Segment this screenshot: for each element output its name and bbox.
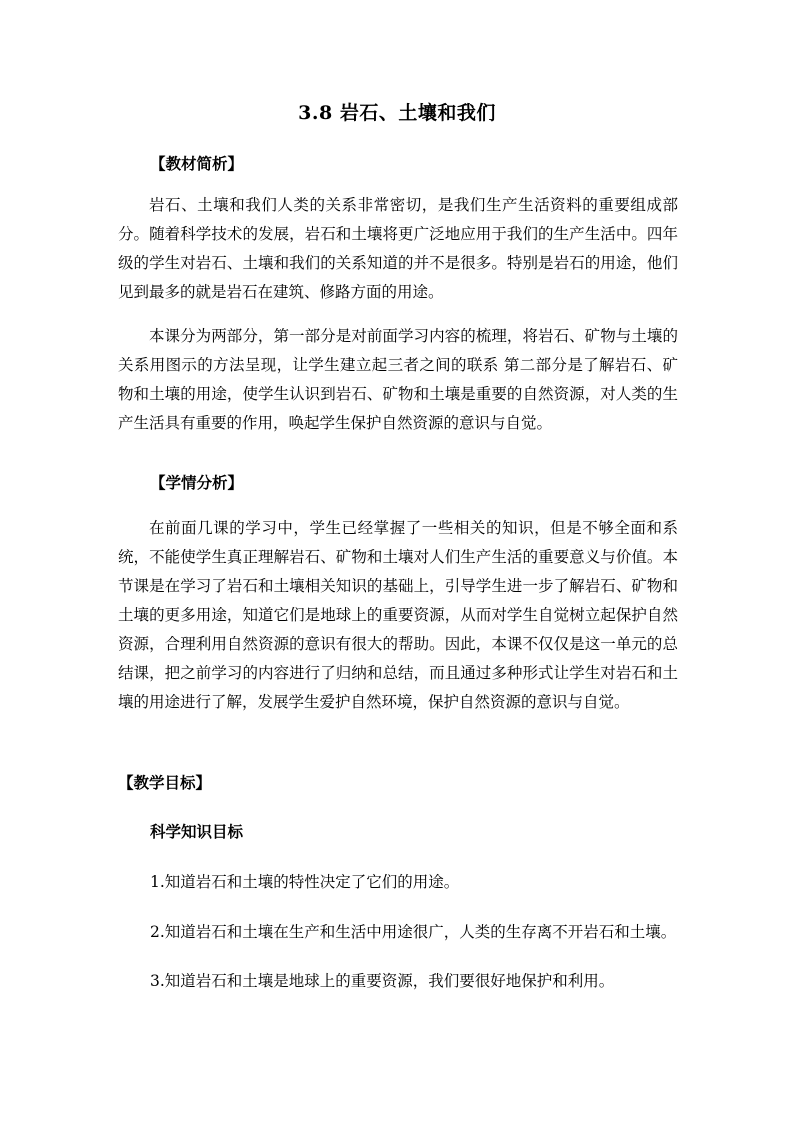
subheading-science-knowledge-goals: 科学知识目标 (150, 822, 244, 841)
page-title: 3.8 岩石、土壤和我们 (298, 102, 496, 124)
goal-item-1: 1.知道岩石和土壤的特性决定了它们的用途。 (150, 873, 460, 891)
paragraph-textbook-analysis-1: 岩石、土壤和我们人类的关系非常密切，是我们生产生活资料的重要组成部分。随着科学技术的发展，岩石和土壤将更广泛地应用于我们的生产生活中。四年级的学生对岩石、土壤和我们的关系知道的并不是很多。特别是岩石的用途，他们见到最多的就是岩石在建筑、修路方面的用途。 (118, 196, 678, 301)
section-heading-textbook-analysis: 【教材简析】 (150, 154, 244, 173)
goal-item-3: 3.知道岩石和土壤是地球上的重要资源，我们要很好地保护和利用。 (150, 972, 615, 990)
paragraph-learning-analysis: 在前面几课的学习中，学生已经掌握了一些相关的知识，但是不够全面和系统，不能使学生真正理解岩石、矿物和土壤对人们生产生活的重要意义与价值。本节课是在学习了岩石和土壤相关知识的基础上，引导学生进一步了解岩石、矿物和土壤的更多用途，知道它们是地球上的重要资源，从而对学生自觉树立起保护自然资源，合理利用自然资源的意识有很大的帮助。因此，本课不仅仅是这一单元的总结课，把之前学习的内容进行了归纳和总结，而且通过多种形式让学生对岩石和土壤的用途进行了解，发展学生爱护自然环境，保护自然资源的意识与自觉。 (118, 519, 678, 711)
goal-item-2: 2.知道岩石和土壤在生产和生活中用途很广，人类的生存离不开岩石和土壤。 (150, 923, 677, 941)
paragraph-textbook-analysis-2: 本课分为两部分，第一部分是对前面学习内容的梳理，将岩石、矿物与土壤的关系用图示的方法呈现，让学生建立起三者之间的联系 第二部分是了解岩石、矿物和土壤的用途，使学生认识到岩石、矿物和土壤是重要的自然资源，对人类的生产生活具有重要的作用，唤起学生保护自然资源的意识与自觉。 (118, 327, 678, 432)
section-heading-teaching-goals: 【教学目标】 (118, 773, 212, 792)
section-heading-learning-analysis: 【学情分析】 (150, 473, 244, 492)
